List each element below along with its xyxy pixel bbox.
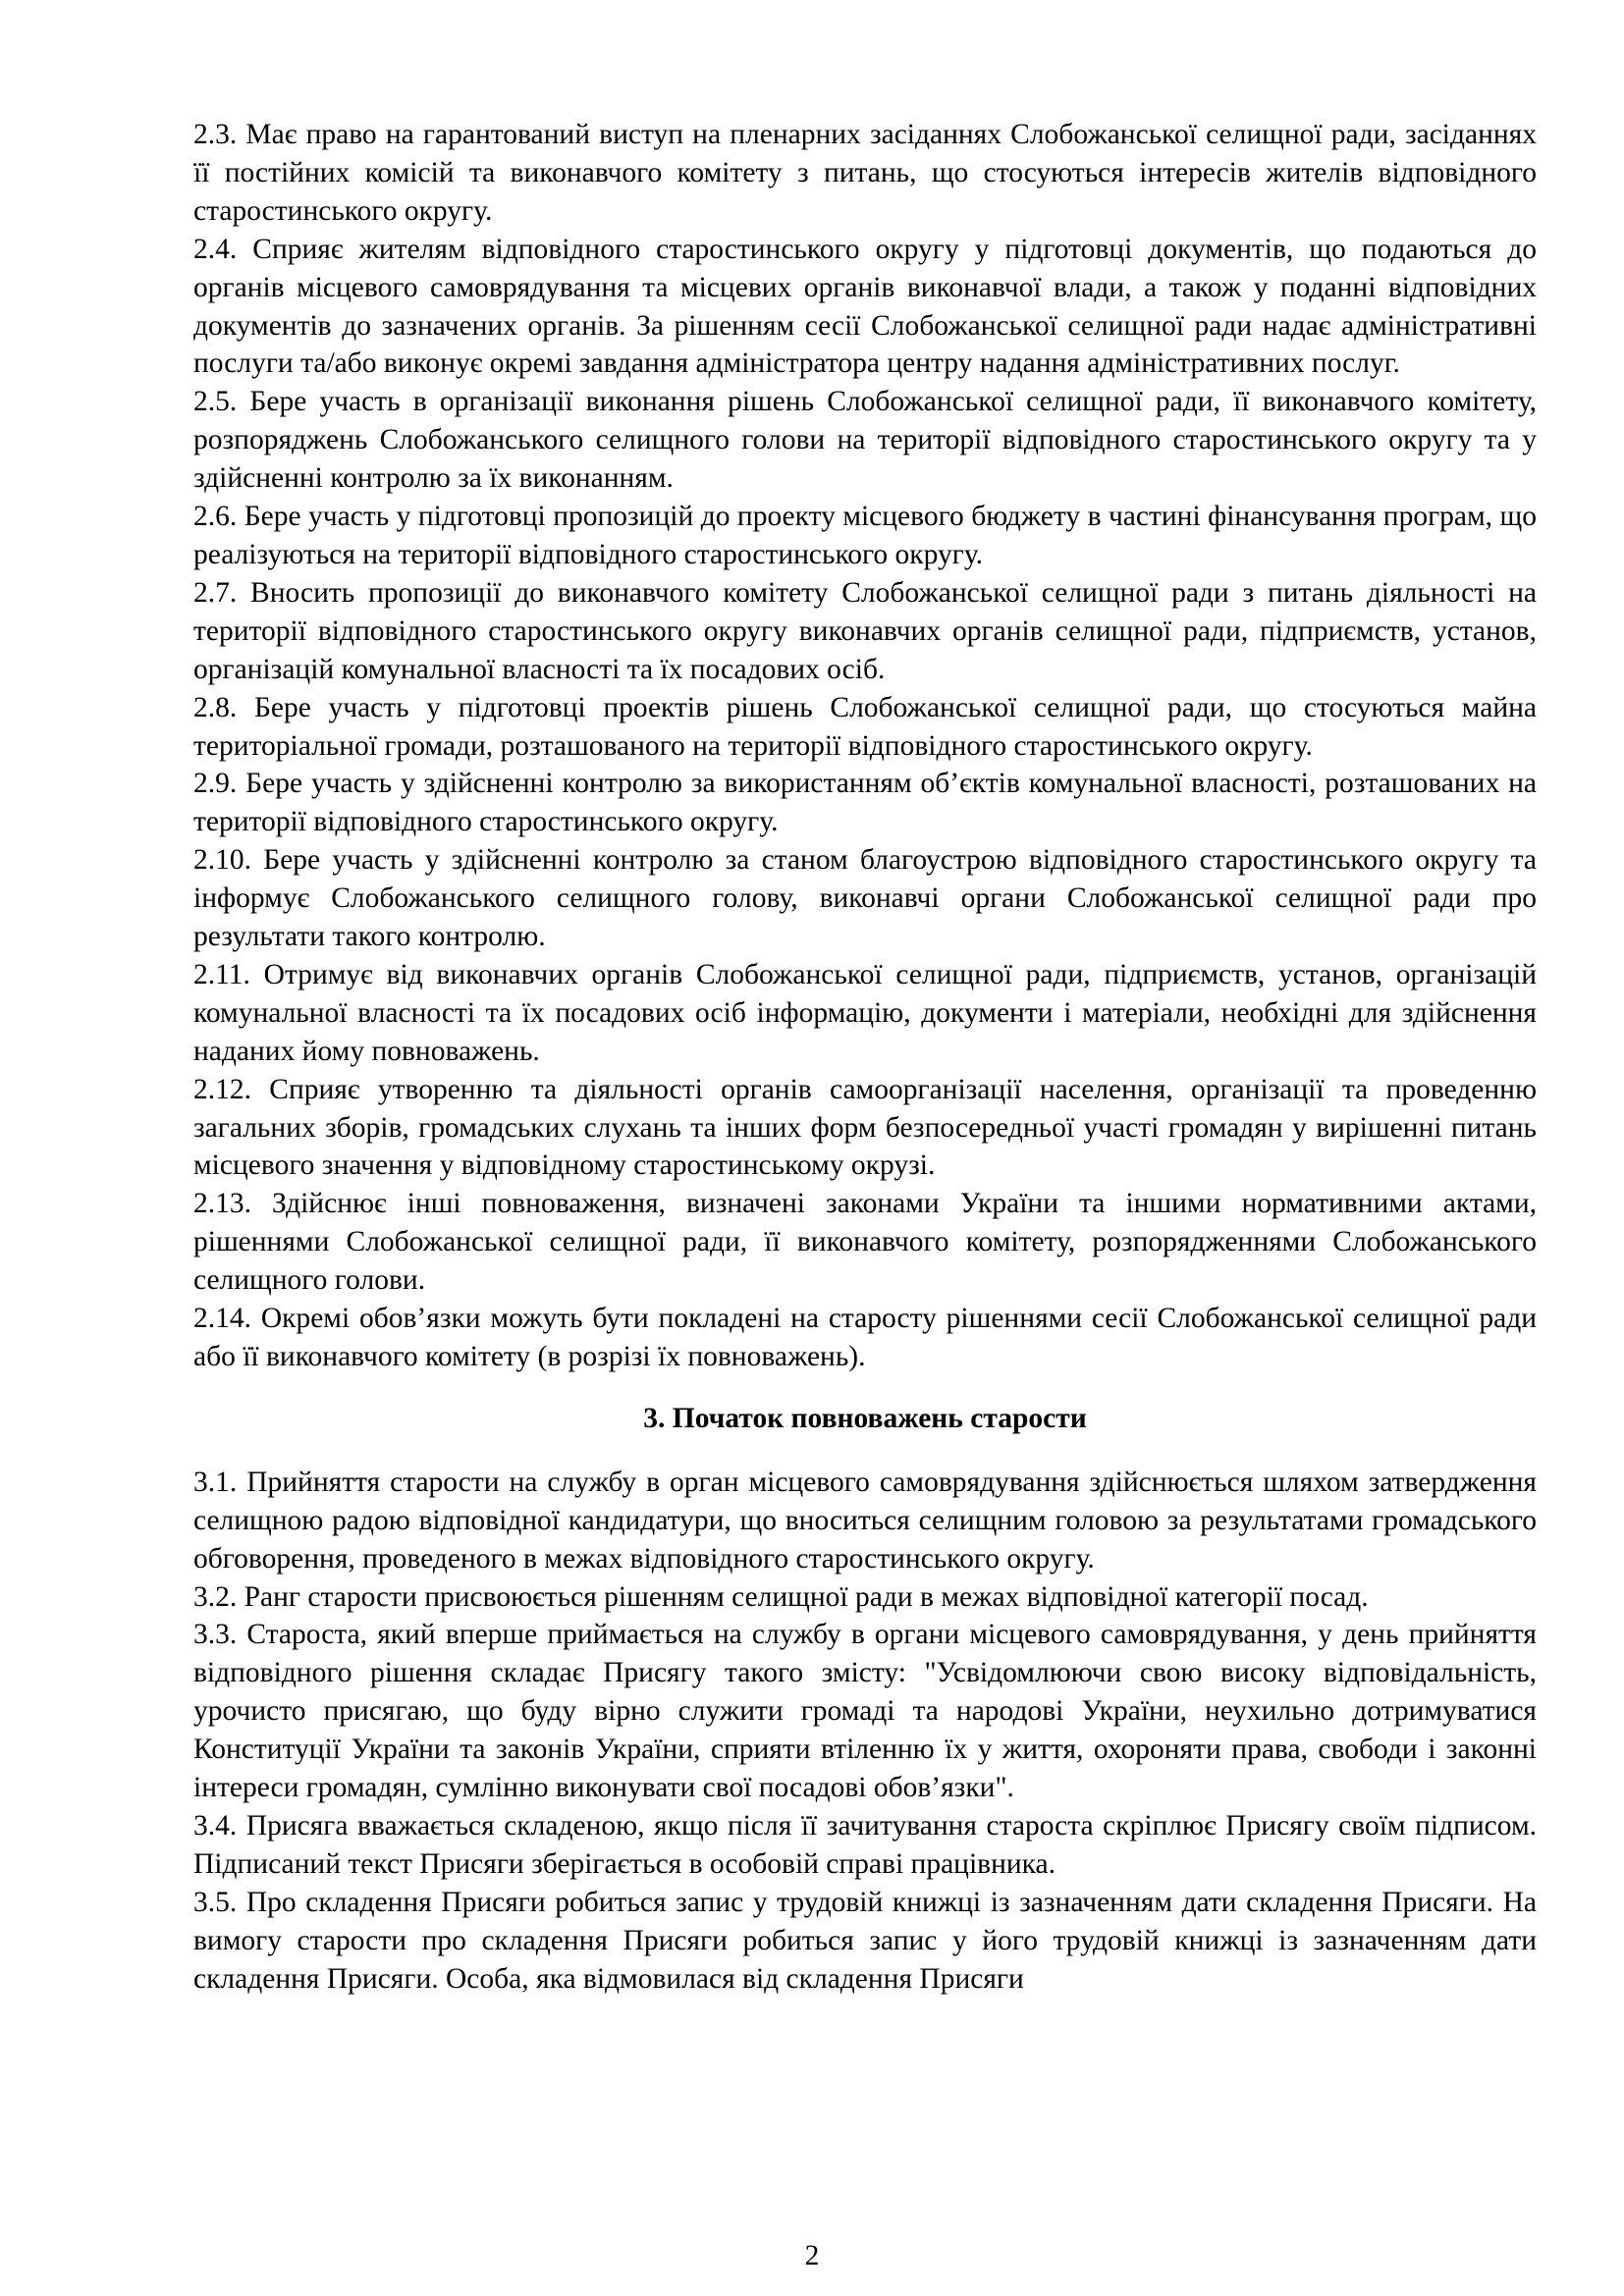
paragraph-2-8: 2.8. Бере участь у підготовці проектів рішень Слобожанської селищної ради, що стосуються майна територіальної громади, розташованого на території відповідного старостинського округу. [193,691,1537,762]
document-page [193,116,1537,1999]
paragraph-2-9: 2.9. Бере участь у здійсненні контролю за використанням об’єктів комунальної власності, розташованих на території відповідного старостинського округу. [193,768,1537,838]
paragraph-2-10: 2.10. Бере участь у здійсненні контролю за станом благоустрою відповідного старостинського округу та інформує Слобожанського селищного голову, виконавчі органи Слобожанської селищної ради про результати такого контролю. [193,844,1537,953]
paragraph-2-4: 2.4. Сприяє жителям відповідного старостинського округу у підготовці документів, що подаються до органів місцевого самоврядування та місцевих органів виконавчої влади, а також у поданні відповідних документів до зазначених органів. За рішенням сесії Слобожанської селищної ради надає адміністративні послуги та/або виконує окремі завдання адміністратора центру надання адміністративних послуг. [193,233,1537,380]
paragraph-2-13: 2.13. Здійснює інші повноваження, визначені законами України та іншими нормативними актами, рішеннями Слобожанської селищної ради, її виконавчого комітету, розпорядженнями Слобожанського селищного голови. [193,1188,1537,1297]
paragraph-2-14: 2.14. Окремі обов’язки можуть бути покладені на старосту рішеннями сесії Слобожанської селищної ради або її виконавчого комітету (в розрізі їх повноважень). [193,1303,1537,1372]
paragraph-2-11: 2.11. Отримує від виконавчих органів Слобожанської селищної ради, підприємств, установ, організацій комунальної власності та їх посадових осіб інформацію, документи і матеріали, необхідні для здійснення наданих йому повноважень. [193,958,1537,1067]
paragraph-3-3: 3.3. Староста, який вперше приймається на службу в органи місцевого самоврядування, у день прийняття відповідного рішення складає Присягу такого змісту: "Усвідомлюючи свою високу відповідальність, урочисто присягаю, що буду вірно служити громаді та народові України, неухильно дотримуватися Конституції України та законів України, сприяти втіленню їх у життя, охороняти права, свободи і законні інтереси громадян, сумлінно виконувати свої посадові обов’язки". [193,1619,1537,1804]
paragraph-3-2: 3.2. Ранг старости присвоюється рішенням селищної ради в межах відповідної категорії посад. [193,1580,1369,1613]
paragraph-2-7: 2.7. Вносить пропозиції до виконавчого комітету Слобожанської селищної ради з питань діяльності на території відповідного старостинського округу виконавчих органів селищної ради, підприємств, установ, організацій комунальної власності та їх посадових осіб. [193,576,1537,685]
paragraph-2-3: 2.3. Має право на гарантований виступ на пленарних засіданнях Слобожанської селищної ради, засіданнях її постійних комісій та виконавчого комітету з питань, що стосуються інтересів жителів відповідного старостинського округу. [193,119,1537,227]
paragraph-3-5: 3.5. Про складення Присяги робиться запис у трудовій книжці із зазначенням дати складення Присяги. На вимогу старости про складення Присяги робиться запис у його трудовій книжці із зазначенням дати складення Присяги. Особа, яка відмовилася від складення Присяги [193,1886,1537,1995]
paragraph-3-1: 3.1. Прийняття старости на службу в орган місцевого самоврядування здійснюється шляхом затвердження селищною радою відповідної кандидатури, що вноситься селищним головою за результатами громадського обговорення, проведеного в межах відповідного старостинського округу. [193,1466,1537,1575]
paragraph-2-6: 2.6. Бере участь у підготовці пропозицій до проекту місцевого бюджету в частині фінансування програм, що реалізуються на території відповідного старостинського округу. [193,501,1537,570]
section-3-heading: 3. Початок повноважень старости [643,1402,1087,1434]
paragraph-3-4: 3.4. Присяга вважається складеною, якщо після її зачитування староста скріплює Присягу своїм підписом. Підписаний текст Присяги зберігається в особовій справі працівника. [193,1809,1537,1880]
page-number: 2 [804,2240,820,2271]
paragraph-2-12: 2.12. Сприяє утворенню та діяльності органів самоорганізації населення, організації та проведенню загальних зборів, громадських слухань та інших форм безпосередньої участі громадян у вирішенні питань місцевого значення у відповідному старостинському окрузі. [193,1073,1537,1182]
paragraph-2-5: 2.5. Бере участь в організації виконання рішень Слобожанської селищної ради, її виконавчого комітету, розпоряджень Слобожанського селищного голови на території відповідного старостинського округу та у здійсненні контролю за їх виконанням. [193,386,1537,495]
